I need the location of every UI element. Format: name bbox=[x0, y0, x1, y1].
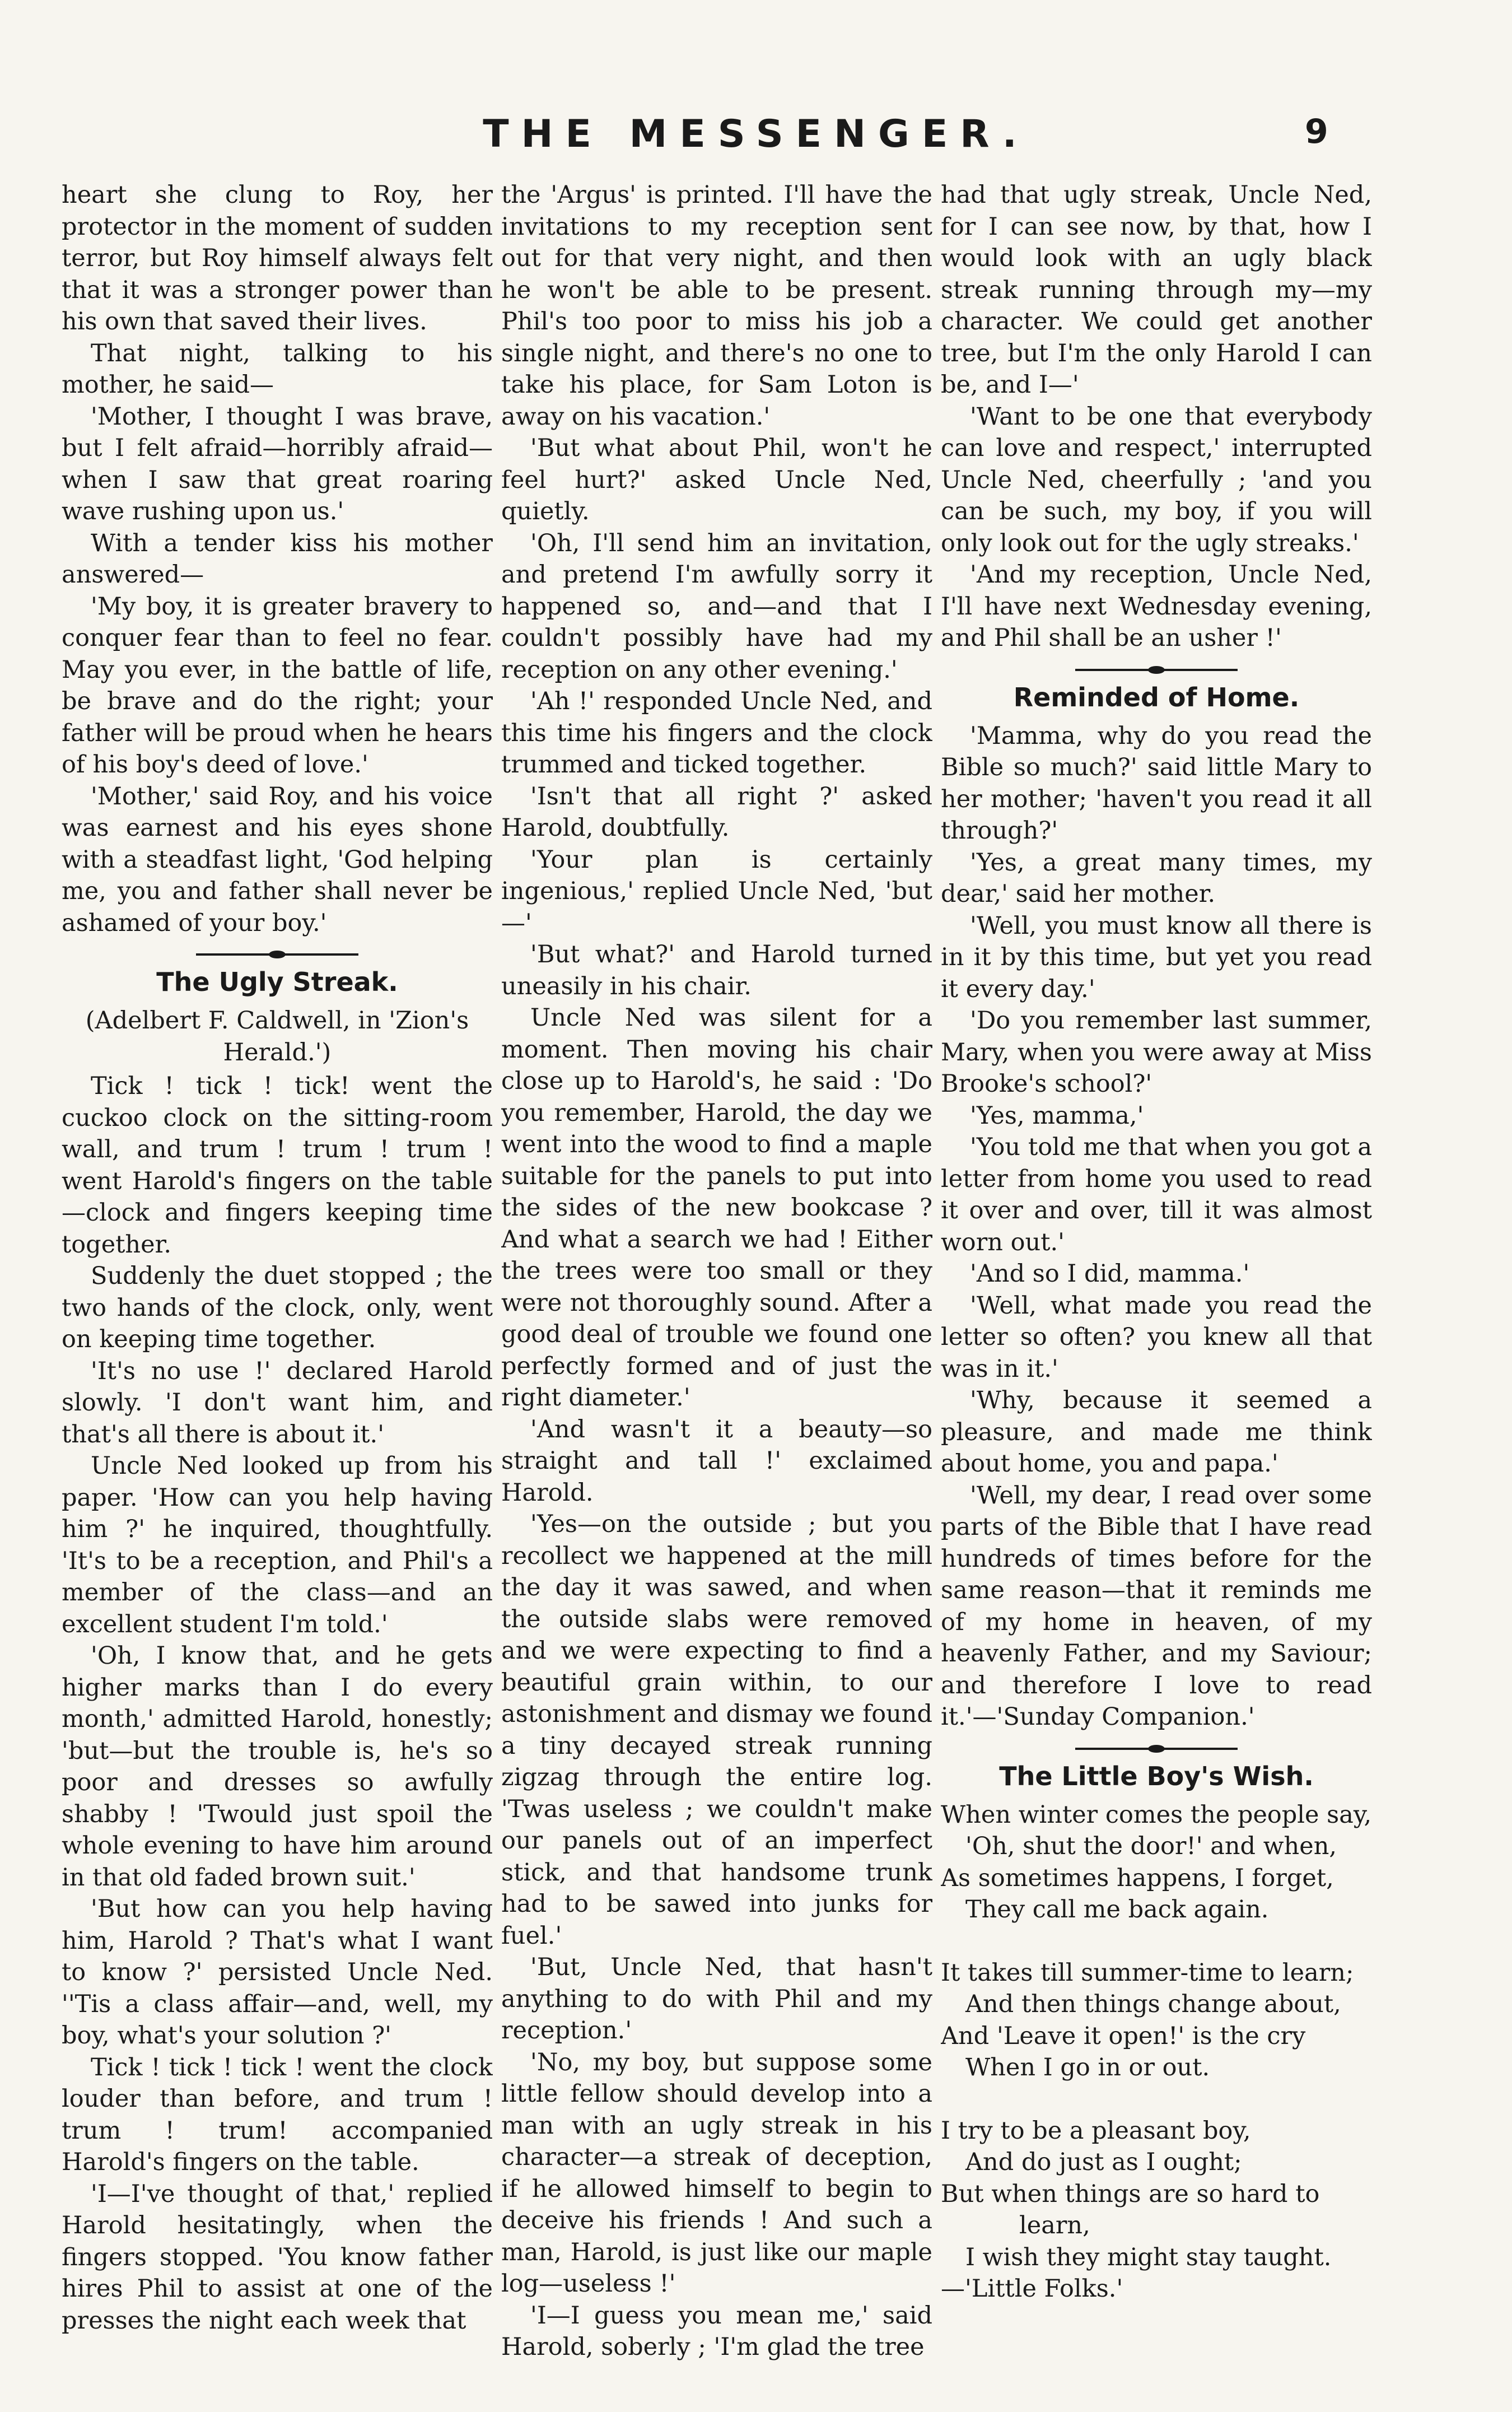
poem-line: And then things change about, bbox=[965, 1990, 1341, 2018]
paragraph: 'Want to be one that everybody can love and respect,' interrupted Uncle Ned, cheerfully ; 'and you can be such, my boy, if you will only look out for the ugly streaks.' bbox=[941, 402, 1372, 557]
paragraph: 'Do you remember last summer, Mary, when you were away at Miss Brooke's school?' bbox=[941, 1007, 1372, 1098]
poem-line: And do just as I ought; bbox=[965, 2148, 1242, 2176]
paragraph: Tick ! tick ! tick ! went the clock louder than before, and trum ! trum ! trum! accompanied Harold's fingers on the table. bbox=[62, 2053, 493, 2176]
poem-stanza bbox=[941, 1799, 1372, 1926]
paragraph: 'Isn't that all right ?' asked Harold, doubtfully. bbox=[501, 782, 932, 842]
paragraph: 'Well, what made you read the letter so often? you knew all that was in it.' bbox=[941, 1291, 1372, 1383]
paragraph: 'Why, because it seemed a pleasure, and made me think about home, you and papa.' bbox=[941, 1386, 1372, 1478]
poem-line: I wish they might stay taught. bbox=[965, 2243, 1332, 2271]
poem-line: When winter comes the people say, bbox=[941, 1800, 1372, 1829]
paragraph: 'Oh, I know that, and he gets higher marks than I do every month,' admitted Harold, honestly; 'but—but the trouble is, he's so poor and dresses so awfully shabby ! 'Twould just spoil the whole evening to have him around in that old faded brown suit.' bbox=[62, 1642, 493, 1892]
paragraph: 'Mother,' said Roy, and his voice was earnest and his eyes shone with a steadfast light, 'God helping me, you and father shall never be ashamed of your boy.' bbox=[62, 782, 493, 937]
poem-line: But when things are so hard to bbox=[941, 2180, 1320, 2208]
poem-stanza bbox=[941, 2115, 1372, 2305]
poem bbox=[941, 1799, 1372, 2305]
paragraph: had that ugly streak, Uncle Ned, for I can see now, by that, how I would look with an ugly black streak running through my—my character. We could get another tree, but I'm the only Harold I can be, and I—' bbox=[941, 181, 1372, 399]
paragraph: 'Ah !' responded Uncle Ned, and this time his fingers and the clock trummed and ticked together. bbox=[501, 687, 932, 779]
poem-line: learn, bbox=[1019, 2211, 1090, 2239]
paragraph: 'And wasn't it a beauty—so straight and tall !' exclaimed Harold. bbox=[501, 1415, 932, 1507]
paragraph: Suddenly the duet stopped ; the two hands of the clock, only, went on keeping time together. bbox=[62, 1262, 493, 1353]
paragraph: 'Well, my dear, I read over some parts of the Bible that I have read hundreds of times before for the same reason—that it reminds me of my home in heaven, of my heavenly Father, and my Saviour; and therefore I love to read it.'—'Sunday Companion.' bbox=[941, 1481, 1372, 1731]
column-3 bbox=[941, 179, 1372, 2397]
paragraph: 'My boy, it is greater bravery to conquer fear than to feel no fear. May you ever, in the battle of life, be brave and do the right; your father will be proud when he hears of his boy's deed of love.' bbox=[62, 592, 493, 779]
column-2 bbox=[501, 179, 932, 2397]
story-title: The Ugly Streak. bbox=[156, 967, 398, 997]
paragraph: the 'Argus' is printed. I'll have the invitations to my reception sent out for that very night, and then he won't be able to be present. Phil's too poor to miss his job a single night, and there's no one to take his place, for Sam Loton is away on his vacation.' bbox=[501, 181, 932, 431]
poem-line: I try to be a pleasant boy, bbox=[941, 2116, 1251, 2145]
paragraph: 'Yes—on the outside ; but you recollect we happened at the mill the day it was sawed, and when the outside slabs were removed and we were expecting to find a beautiful grain within, to our astonishment and dismay we found a tiny decayed streak running zigzag through the entire log. 'Twas useless ; we couldn't make our panels out of an imperfect stick, and that handsome trunk had to be sawed into junks for fuel.' bbox=[501, 1510, 932, 1950]
paragraph: 'Well, you must know all there is in it by this time, but yet you read it every day.' bbox=[941, 911, 1372, 1003]
paragraph: 'Oh, I'll send him an invitation, and pretend I'm awfully sorry it happened so, and—and that I couldn't possibly have had my reception on any other evening.' bbox=[501, 529, 932, 684]
poem-line: When I go in or out. bbox=[965, 2054, 1210, 2082]
paragraph: heart she clung to Roy, her protector in the moment of sudden terror, but Roy himself always felt that it was a stronger power than his own that saved their lives. bbox=[62, 181, 493, 336]
section-divider bbox=[1075, 1748, 1238, 1750]
paragraph: 'It's no use !' declared Harold slowly. 'I don't want him, and that's all there is about it.' bbox=[62, 1357, 493, 1449]
paragraph: 'Your plan is certainly ingenious,' replied Uncle Ned, 'but—' bbox=[501, 845, 932, 937]
paragraph: That night, talking to his mother, he said— bbox=[62, 339, 493, 399]
poem-line: As sometimes happens, I forget, bbox=[941, 1864, 1334, 1892]
byline: (Adelbert F. Caldwell, in 'Zion's Herald.') bbox=[85, 1007, 469, 1067]
section-divider bbox=[196, 953, 358, 956]
paragraph: 'Mamma, why do you read the Bible so much?' said little Mary to her mother; 'haven't you read it all through?' bbox=[941, 721, 1372, 845]
paragraph: 'But what about Phil, won't he feel hurt?' asked Uncle Ned, quietly. bbox=[501, 434, 932, 525]
poem-source: —'Little Folks.' bbox=[941, 2275, 1123, 2303]
paragraph: Uncle Ned was silent for a moment. Then moving his chair close up to Harold's, he said : 'Do you remember, Harold, the day we went into the wood to find a maple suitable for the panels to put into the sides of the new bookcase ? And what a search we had ! Either the trees were too small or they were not thoroughly sound. After a good deal of trouble we found one perfectly formed and of just the right diameter.' bbox=[501, 1004, 932, 1412]
poem-line: And 'Leave it open!' is the cry bbox=[941, 2022, 1306, 2050]
paragraph: 'You told me that when you got a letter from home you used to read it over and over, till it was almost worn out.' bbox=[941, 1133, 1372, 1256]
story-title: The Little Boy's Wish. bbox=[999, 1761, 1314, 1791]
paragraph: 'But how can you help having him, Harold ? That's what I want to know ?' persisted Uncle Ned. ''Tis a class affair—and, well, my boy, what's your solution ?' bbox=[62, 1895, 493, 2050]
paragraph: 'I—I guess you mean me,' said Harold, soberly ; 'I'm glad the tree bbox=[501, 2301, 932, 2361]
paragraph: Tick ! tick ! tick! went the cuckoo clock on the sitting-room wall, and trum ! trum ! trum ! went Harold's fingers on the table—clock and fingers keeping time together. bbox=[62, 1072, 493, 1259]
paragraph: 'Yes, mamma,' bbox=[970, 1101, 1144, 1130]
paragraph: 'But, Uncle Ned, that hasn't anything to do with Phil and my reception.' bbox=[501, 1953, 932, 2045]
poem-line: 'Oh, shut the door!' and when, bbox=[965, 1832, 1337, 1860]
poem-line: It takes till summer-time to learn; bbox=[941, 1958, 1354, 1987]
paragraph: 'And so I did, mamma.' bbox=[970, 1260, 1250, 1288]
newspaper-title: THE MESSENGER. bbox=[483, 112, 1029, 156]
paragraph: 'Yes, a great many times, my dear,' said her mother. bbox=[941, 848, 1372, 908]
section-divider bbox=[1075, 669, 1238, 671]
paragraph: 'And my reception, Uncle Ned, I'll have next Wednesday evening, and Phil shall be an usher !' bbox=[941, 561, 1372, 652]
paragraph: Uncle Ned looked up from his paper. 'How can you help having him ?' he inquired, thoughtfully. 'It's to be a reception, and Phil's a member of the class—and an excellent student I'm told.' bbox=[62, 1452, 493, 1638]
paragraph: 'Mother, I thought I was brave, but I felt afraid—horribly afraid—when I saw that great roaring wave rushing upon us.' bbox=[62, 402, 493, 525]
paragraph: With a tender kiss his mother answered— bbox=[62, 529, 493, 589]
story-title: Reminded of Home. bbox=[1013, 682, 1300, 713]
page-number: 9 bbox=[1305, 112, 1328, 151]
paragraph: 'But what?' and Harold turned uneasily in his chair. bbox=[501, 940, 932, 1000]
poem-line: They call me back again. bbox=[965, 1896, 1269, 1924]
paragraph: 'No, my boy, but suppose some little fellow should develop into a man with an ugly streak in his character—a streak of deception, if he allowed himself to begin to deceive his friends ! And such a man, Harold, is just like our maple log—useless !' bbox=[501, 2048, 932, 2298]
paragraph: 'I—I've thought of that,' replied Harold hesitatingly, when the fingers stopped. 'You know father hires Phil to assist at one of the presses the night each week that bbox=[62, 2180, 493, 2335]
column-1 bbox=[62, 179, 493, 2397]
poem-stanza bbox=[941, 1957, 1372, 2084]
masthead bbox=[0, 112, 1512, 179]
